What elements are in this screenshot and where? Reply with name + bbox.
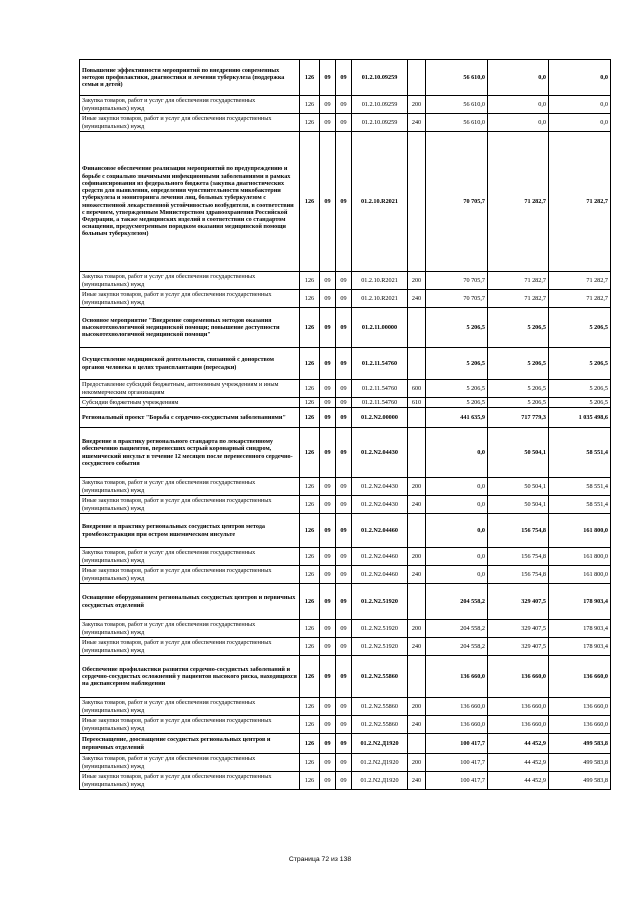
target-article-code: 01.2.11.54760 — [352, 398, 408, 408]
row-name: Иные закупки товаров, работ и услуг для обеспечения государственных (муниципальных) нужд — [80, 772, 300, 790]
table-row — [80, 698, 611, 716]
amount-year-2: 156 754,8 — [488, 514, 549, 548]
target-article-code: 01.2.N2.Д1920 — [352, 772, 408, 790]
amount-year-3: 161 800,0 — [549, 514, 611, 548]
expense-type-code — [408, 308, 426, 348]
section-code: 09 — [320, 308, 336, 348]
amount-year-1: 5 206,5 — [426, 380, 488, 398]
expense-type-code — [408, 514, 426, 548]
section-code: 09 — [320, 548, 336, 566]
subsection-code: 09 — [336, 132, 352, 272]
subsection-code: 09 — [336, 772, 352, 790]
budget-table — [79, 59, 611, 790]
amount-year-2: 0,0 — [488, 96, 549, 114]
amount-year-2: 156 754,8 — [488, 548, 549, 566]
amount-year-2: 0,0 — [488, 114, 549, 132]
amount-year-2: 5 206,5 — [488, 348, 549, 380]
target-article-code: 01.2.N2.04430 — [352, 428, 408, 478]
amount-year-1: 56 610,0 — [426, 60, 488, 96]
row-name: Закупка товаров, работ и услуг для обеспечения государственных (муниципальных) нужд — [80, 698, 300, 716]
amount-year-3: 161 800,0 — [549, 548, 611, 566]
row-name: Закупка товаров, работ и услуг для обеспечения государственных (муниципальных) нужд — [80, 548, 300, 566]
grbs-code: 126 — [300, 754, 320, 772]
row-name: Внедрение в практику регионального стандарта по лекарственному обеспечению пациентов, перенесших острый коронарный синдром, ишемический инсульт в течение 12 месяцев после перенесенного сердечно-сосудистого события — [80, 428, 300, 478]
amount-year-3: 5 206,5 — [549, 398, 611, 408]
amount-year-3: 0,0 — [549, 114, 611, 132]
row-name: Субсидии бюджетным учреждениям — [80, 398, 300, 408]
row-name: Осуществление медицинской деятельности, связанной с донорством органов человека в целях трансплантации (пересадки) — [80, 348, 300, 380]
row-name: Предоставление субсидий бюджетным, автономным учреждениям и иным некоммерческим организациям — [80, 380, 300, 398]
grbs-code: 126 — [300, 60, 320, 96]
row-name: Повышение эффективности мероприятий по внедрению современных методов профилактики, диагностики и лечения туберкулеза (поддержка семьи и детей) — [80, 60, 300, 96]
amount-year-2: 329 407,5 — [488, 620, 549, 638]
table-row — [80, 428, 611, 478]
expense-type-code: 240 — [408, 290, 426, 308]
row-name: Внедрение в практику региональных сосудистых центров метода тромбоэкстракции при остром ишемическом инсульте — [80, 514, 300, 548]
amount-year-1: 136 660,0 — [426, 698, 488, 716]
amount-year-3: 71 282,7 — [549, 132, 611, 272]
amount-year-2: 44 452,9 — [488, 772, 549, 790]
grbs-code: 126 — [300, 408, 320, 428]
subsection-code: 09 — [336, 428, 352, 478]
amount-year-1: 56 610,0 — [426, 114, 488, 132]
amount-year-1: 0,0 — [426, 514, 488, 548]
target-article-code: 01.2.N2.04430 — [352, 496, 408, 514]
target-article-code: 01.2.N2.Д1920 — [352, 754, 408, 772]
section-code: 09 — [320, 114, 336, 132]
subsection-code: 09 — [336, 398, 352, 408]
table-row — [80, 272, 611, 290]
expense-type-code: 240 — [408, 114, 426, 132]
amount-year-2: 71 282,7 — [488, 290, 549, 308]
expense-type-code: 200 — [408, 96, 426, 114]
row-name: Оснащение оборудованием региональных сосудистых центров и первичных сосудистых отделений — [80, 584, 300, 620]
grbs-code: 126 — [300, 638, 320, 656]
amount-year-1: 136 660,0 — [426, 716, 488, 734]
amount-year-2: 156 754,8 — [488, 566, 549, 584]
target-article-code: 01.2.11.54760 — [352, 348, 408, 380]
target-article-code: 01.2.N2.51920 — [352, 638, 408, 656]
table-row — [80, 132, 611, 272]
subsection-code: 09 — [336, 584, 352, 620]
target-article-code: 01.2.10.09259 — [352, 60, 408, 96]
table-row — [80, 514, 611, 548]
table-row — [80, 398, 611, 408]
amount-year-1: 100 417,7 — [426, 772, 488, 790]
amount-year-3: 136 660,0 — [549, 716, 611, 734]
expense-type-code — [408, 428, 426, 478]
subsection-code: 09 — [336, 380, 352, 398]
row-name: Иные закупки товаров, работ и услуг для обеспечения государственных (муниципальных) нужд — [80, 638, 300, 656]
amount-year-3: 136 660,0 — [549, 698, 611, 716]
amount-year-2: 50 504,1 — [488, 428, 549, 478]
target-article-code: 01.2.N2.00000 — [352, 408, 408, 428]
amount-year-1: 0,0 — [426, 566, 488, 584]
section-code: 09 — [320, 408, 336, 428]
target-article-code: 01.2.N2.55860 — [352, 716, 408, 734]
subsection-code: 09 — [336, 656, 352, 698]
grbs-code: 126 — [300, 514, 320, 548]
amount-year-2: 44 452,9 — [488, 754, 549, 772]
subsection-code: 09 — [336, 734, 352, 754]
page-number: Страница 72 из 138 — [288, 856, 352, 863]
row-name: Региональный проект "Борьба с сердечно-сосудистыми заболеваниями" — [80, 408, 300, 428]
expense-type-code: 240 — [408, 566, 426, 584]
section-code: 09 — [320, 754, 336, 772]
row-name: Иные закупки товаров, работ и услуг для обеспечения государственных (муниципальных) нужд — [80, 496, 300, 514]
amount-year-2: 50 504,1 — [488, 478, 549, 496]
amount-year-3: 178 903,4 — [549, 638, 611, 656]
amount-year-1: 204 558,2 — [426, 620, 488, 638]
subsection-code: 09 — [336, 698, 352, 716]
amount-year-3: 178 903,4 — [549, 620, 611, 638]
expense-type-code: 200 — [408, 754, 426, 772]
expense-type-code — [408, 734, 426, 754]
section-code: 09 — [320, 398, 336, 408]
amount-year-3: 0,0 — [549, 96, 611, 114]
amount-year-1: 100 417,7 — [426, 754, 488, 772]
target-article-code: 01.2.N2.04460 — [352, 514, 408, 548]
expense-type-code: 240 — [408, 496, 426, 514]
subsection-code: 09 — [336, 548, 352, 566]
section-code: 09 — [320, 132, 336, 272]
target-article-code: 01.2.N2.51920 — [352, 620, 408, 638]
target-article-code: 01.2.11.54760 — [352, 380, 408, 398]
amount-year-2: 5 206,5 — [488, 380, 549, 398]
row-name: Закупка товаров, работ и услуг для обеспечения государственных (муниципальных) нужд — [80, 272, 300, 290]
amount-year-1: 0,0 — [426, 548, 488, 566]
row-name: Переоснащение, дооснащение сосудистых региональных центров и первичных отделений — [80, 734, 300, 754]
section-code: 09 — [320, 734, 336, 754]
expense-type-code: 200 — [408, 478, 426, 496]
section-code: 09 — [320, 348, 336, 380]
grbs-code: 126 — [300, 772, 320, 790]
target-article-code: 01.2.10.09259 — [352, 96, 408, 114]
target-article-code: 01.2.10.R2021 — [352, 290, 408, 308]
subsection-code: 09 — [336, 638, 352, 656]
amount-year-3: 58 551,4 — [549, 496, 611, 514]
expense-type-code: 610 — [408, 398, 426, 408]
amount-year-1: 204 558,2 — [426, 584, 488, 620]
amount-year-3: 5 206,5 — [549, 308, 611, 348]
grbs-code: 126 — [300, 272, 320, 290]
row-name: Иные закупки товаров, работ и услуг для обеспечения государственных (муниципальных) нужд — [80, 716, 300, 734]
expense-type-code: 200 — [408, 548, 426, 566]
expense-type-code — [408, 584, 426, 620]
target-article-code: 01.2.10.09259 — [352, 114, 408, 132]
grbs-code: 126 — [300, 496, 320, 514]
amount-year-2: 136 660,0 — [488, 656, 549, 698]
section-code: 09 — [320, 772, 336, 790]
row-name: Обеспечение профилактики развития сердечно-сосудистых заболеваний и сердечно-сосудистых осложнений у пациентов высокого риска, находящихся на диспансерном наблюдении — [80, 656, 300, 698]
amount-year-3: 0,0 — [549, 60, 611, 96]
table-row — [80, 620, 611, 638]
amount-year-2: 5 206,5 — [488, 398, 549, 408]
table-row — [80, 716, 611, 734]
table-row — [80, 638, 611, 656]
section-code: 09 — [320, 656, 336, 698]
row-name: Закупка товаров, работ и услуг для обеспечения государственных (муниципальных) нужд — [80, 478, 300, 496]
table-body — [80, 60, 611, 790]
section-code: 09 — [320, 290, 336, 308]
table-row — [80, 566, 611, 584]
section-code: 09 — [320, 380, 336, 398]
table-row — [80, 656, 611, 698]
grbs-code: 126 — [300, 734, 320, 754]
section-code: 09 — [320, 496, 336, 514]
row-name: Закупка товаров, работ и услуг для обеспечения государственных (муниципальных) нужд — [80, 96, 300, 114]
amount-year-3: 71 282,7 — [549, 272, 611, 290]
amount-year-1: 70 705,7 — [426, 132, 488, 272]
subsection-code: 09 — [336, 620, 352, 638]
table-row — [80, 584, 611, 620]
expense-type-code: 240 — [408, 638, 426, 656]
subsection-code: 09 — [336, 754, 352, 772]
expense-type-code: 200 — [408, 272, 426, 290]
table-row — [80, 754, 611, 772]
amount-year-1: 0,0 — [426, 496, 488, 514]
amount-year-1: 136 660,0 — [426, 656, 488, 698]
table-row — [80, 96, 611, 114]
amount-year-1: 204 558,2 — [426, 638, 488, 656]
expense-type-code: 200 — [408, 620, 426, 638]
table-row — [80, 290, 611, 308]
amount-year-2: 5 206,5 — [488, 308, 549, 348]
amount-year-3: 499 583,8 — [549, 754, 611, 772]
target-article-code: 01.2.N2.04430 — [352, 478, 408, 496]
grbs-code: 126 — [300, 132, 320, 272]
target-article-code: 01.2.10.R2021 — [352, 132, 408, 272]
section-code: 09 — [320, 478, 336, 496]
grbs-code: 126 — [300, 478, 320, 496]
grbs-code: 126 — [300, 398, 320, 408]
grbs-code: 126 — [300, 548, 320, 566]
grbs-code: 126 — [300, 308, 320, 348]
amount-year-3: 1 035 498,6 — [549, 408, 611, 428]
grbs-code: 126 — [300, 428, 320, 478]
subsection-code: 09 — [336, 290, 352, 308]
expense-type-code: 240 — [408, 716, 426, 734]
row-name: Иные закупки товаров, работ и услуг для обеспечения государственных (муниципальных) нужд — [80, 290, 300, 308]
section-code: 09 — [320, 514, 336, 548]
table-row — [80, 496, 611, 514]
amount-year-2: 136 660,0 — [488, 698, 549, 716]
grbs-code: 126 — [300, 380, 320, 398]
amount-year-2: 329 407,5 — [488, 584, 549, 620]
amount-year-2: 71 282,7 — [488, 132, 549, 272]
expense-type-code — [408, 132, 426, 272]
subsection-code: 09 — [336, 514, 352, 548]
expense-type-code — [408, 60, 426, 96]
amount-year-2: 44 452,9 — [488, 734, 549, 754]
table-row — [80, 548, 611, 566]
amount-year-1: 0,0 — [426, 478, 488, 496]
grbs-code: 126 — [300, 348, 320, 380]
amount-year-2: 136 660,0 — [488, 716, 549, 734]
amount-year-3: 161 800,0 — [549, 566, 611, 584]
amount-year-2: 50 504,1 — [488, 496, 549, 514]
amount-year-3: 58 551,4 — [549, 478, 611, 496]
row-name: Основное мероприятие "Внедрение современных методов оказания высокотехнологичной медицинской помощи; повышение доступности высокотехнологичной медицинской помощи" — [80, 308, 300, 348]
subsection-code: 09 — [336, 114, 352, 132]
table-row — [80, 734, 611, 754]
grbs-code: 126 — [300, 290, 320, 308]
table-row — [80, 772, 611, 790]
table-row — [80, 380, 611, 398]
amount-year-1: 56 610,0 — [426, 96, 488, 114]
grbs-code: 126 — [300, 566, 320, 584]
grbs-code: 126 — [300, 584, 320, 620]
table-row — [80, 60, 611, 96]
target-article-code: 01.2.N2.04460 — [352, 548, 408, 566]
subsection-code: 09 — [336, 566, 352, 584]
amount-year-1: 5 206,5 — [426, 398, 488, 408]
subsection-code: 09 — [336, 60, 352, 96]
expense-type-code — [408, 408, 426, 428]
table-row — [80, 308, 611, 348]
section-code: 09 — [320, 698, 336, 716]
section-code: 09 — [320, 60, 336, 96]
row-name: Иные закупки товаров, работ и услуг для обеспечения государственных (муниципальных) нужд — [80, 114, 300, 132]
expense-type-code — [408, 656, 426, 698]
section-code: 09 — [320, 638, 336, 656]
grbs-code: 126 — [300, 620, 320, 638]
row-name: Закупка товаров, работ и услуг для обеспечения государственных (муниципальных) нужд — [80, 754, 300, 772]
expense-type-code: 600 — [408, 380, 426, 398]
target-article-code: 01.2.N2.Д1920 — [352, 734, 408, 754]
subsection-code: 09 — [336, 308, 352, 348]
subsection-code: 09 — [336, 408, 352, 428]
subsection-code: 09 — [336, 96, 352, 114]
table-row — [80, 348, 611, 380]
target-article-code: 01.2.N2.51920 — [352, 584, 408, 620]
amount-year-2: 71 282,7 — [488, 272, 549, 290]
section-code: 09 — [320, 716, 336, 734]
section-code: 09 — [320, 428, 336, 478]
row-name: Финансовое обеспечение реализации мероприятий по предупреждению и борьбе с социально значимыми инфекционными заболеваниями в рамках софинансирования из федерального бюджета (закупка диагностических средств для выявления, определения чувствительности микобактерии туберкулеза и мониторинга лечения лиц, больных туберкулезом с множественной лекарственной устойчивостью возбудителя, в соответствии с перечнем, утвержденным Министерством здравоохранения Российской Федерации, а также медицинских изделий в соответствии со стандартом оснащения, предусмотренным порядком оказания медицинской помощи больным туберкулезом) — [80, 132, 300, 272]
target-article-code: 01.2.10.R2021 — [352, 272, 408, 290]
amount-year-2: 0,0 — [488, 60, 549, 96]
subsection-code: 09 — [336, 478, 352, 496]
table-row — [80, 478, 611, 496]
table-row — [80, 114, 611, 132]
section-code: 09 — [320, 584, 336, 620]
amount-year-2: 717 779,3 — [488, 408, 549, 428]
target-article-code: 01.2.11.00000 — [352, 308, 408, 348]
grbs-code: 126 — [300, 114, 320, 132]
target-article-code: 01.2.N2.55860 — [352, 656, 408, 698]
section-code: 09 — [320, 272, 336, 290]
grbs-code: 126 — [300, 96, 320, 114]
grbs-code: 126 — [300, 698, 320, 716]
amount-year-1: 100 417,7 — [426, 734, 488, 754]
amount-year-3: 71 282,7 — [549, 290, 611, 308]
expense-type-code: 200 — [408, 698, 426, 716]
subsection-code: 09 — [336, 716, 352, 734]
section-code: 09 — [320, 566, 336, 584]
table-row — [80, 408, 611, 428]
amount-year-1: 441 635,9 — [426, 408, 488, 428]
amount-year-1: 70 705,7 — [426, 290, 488, 308]
amount-year-3: 5 206,5 — [549, 380, 611, 398]
amount-year-1: 70 705,7 — [426, 272, 488, 290]
expense-type-code: 240 — [408, 772, 426, 790]
expense-type-code — [408, 348, 426, 380]
amount-year-3: 5 206,5 — [549, 348, 611, 380]
amount-year-1: 5 206,5 — [426, 308, 488, 348]
subsection-code: 09 — [336, 496, 352, 514]
grbs-code: 126 — [300, 656, 320, 698]
row-name: Иные закупки товаров, работ и услуг для обеспечения государственных (муниципальных) нужд — [80, 566, 300, 584]
section-code: 09 — [320, 620, 336, 638]
amount-year-3: 499 583,8 — [549, 772, 611, 790]
section-code: 09 — [320, 96, 336, 114]
amount-year-1: 0,0 — [426, 428, 488, 478]
subsection-code: 09 — [336, 272, 352, 290]
row-name: Закупка товаров, работ и услуг для обеспечения государственных (муниципальных) нужд — [80, 620, 300, 638]
target-article-code: 01.2.N2.55860 — [352, 698, 408, 716]
amount-year-3: 178 903,4 — [549, 584, 611, 620]
amount-year-3: 136 660,0 — [549, 656, 611, 698]
amount-year-3: 58 551,4 — [549, 428, 611, 478]
target-article-code: 01.2.N2.04460 — [352, 566, 408, 584]
amount-year-3: 499 583,8 — [549, 734, 611, 754]
amount-year-2: 329 407,5 — [488, 638, 549, 656]
grbs-code: 126 — [300, 716, 320, 734]
subsection-code: 09 — [336, 348, 352, 380]
amount-year-1: 5 206,5 — [426, 348, 488, 380]
